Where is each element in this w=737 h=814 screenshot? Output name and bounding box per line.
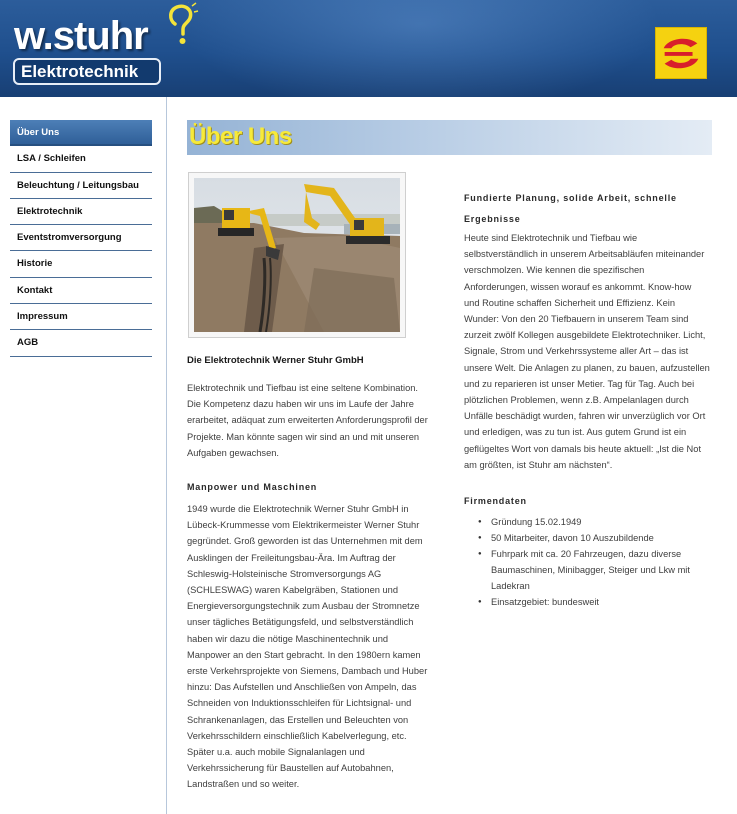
page-title-bar — [187, 120, 712, 155]
text-line: Schrankenanlagen, das Erstellen und Beleuchten von — [187, 714, 409, 725]
text-line: Anforderungen, wissen worauf es ankommt. Know-how — [464, 281, 692, 292]
sidebar-item-elektrotechnik[interactable]: Elektrotechnik — [10, 199, 152, 225]
text-line: ● 50 Mitarbeiter, davon 10 Auszubildende — [491, 533, 654, 544]
sidebar-item-eventstromversorgung[interactable]: Eventstromversorgung — [10, 225, 152, 251]
text-line: erarbeitet, adäquat zum erweiterten Anforderungsprofil der — [187, 415, 428, 426]
text-line: Verkehrssicherung für Baustellen auf Autobahnen, — [187, 763, 394, 774]
text-line: unser tägliches Betätigungsfeld, und selbstverständlich — [187, 617, 414, 628]
company-heading: Die Elektrotechnik Werner Stuhr GmbH — [187, 355, 364, 366]
text-line: Signale, Strom und Verkehrssysteme aller Art – das ist — [464, 346, 689, 357]
text-line: Aufgaben gewachsen. — [187, 447, 280, 458]
text-line: ● Gründung 15.02.1949 — [491, 517, 582, 528]
sidebar-nav — [10, 120, 152, 357]
header-glow — [160, 0, 680, 97]
excavator-construction-photo — [194, 178, 400, 332]
list-item — [478, 594, 726, 610]
sidebar-item-lsa-schleifen[interactable]: LSA / Schleifen — [10, 146, 152, 172]
text-line: Elektrotechnik und Tiefbau ist eine seltene Kombination. — [187, 383, 419, 393]
text-line: Verkehrsschildern einschließlich Kabelverlegung, etc. — [187, 730, 407, 741]
text-line: geflügeltes Wort von damals bis heute aktuell: „Ist die Not — [464, 443, 702, 454]
text-line: Schneiden von Induktionsschleifen für Lichtsignal- und — [187, 698, 412, 709]
sidebar-item-beleuchtung-leitungsbau[interactable]: Beleuchtung / Leitungsbau — [10, 173, 152, 199]
list-item — [478, 530, 726, 546]
text-line: erste Verkehrsprojekte von Siemens, Dambach und Huber — [187, 666, 428, 677]
text-line: Die Kompetenz dazu haben wir uns im Laufe der Jahre — [187, 399, 414, 410]
lightbulb-icon — [163, 2, 199, 50]
text-line: Später u.a. auch mobile Signalanlagen und — [187, 747, 365, 758]
text-line: Ladekran — [491, 581, 530, 592]
text-line: gegründet. Groß geworden ist das Unternehmen mit dem — [187, 536, 423, 547]
text-line: Wunder: Von den 20 Tiefbauern in unserem Team sind — [464, 314, 689, 325]
text-line: unsere Welt. Die Anlagen zu planen, zu bauen, aufzustellen — [464, 362, 710, 373]
text-line: verschmolzen. Wie kennen die spezifischen — [464, 265, 645, 276]
sidebar-item-kontakt[interactable]: Kontakt — [10, 278, 152, 304]
text-line: hinzu: Das Aufstellen und Anschließen von Ampeln, das — [187, 682, 417, 693]
page-title: Über Uns — [189, 123, 292, 150]
text-line: zurzeit zwölf Kollegen ausgebildete Elektrotechniker. Licht, — [464, 330, 706, 341]
text-line: Heute sind Elektrotechnik und Tiefbau wie — [464, 233, 638, 243]
text-line: und erledigen, was zu tun ist. Aus gutem Grund ist ein — [464, 427, 687, 438]
sidebar-item-impressum[interactable]: Impressum — [10, 304, 152, 330]
sidebar-item-historie[interactable]: Historie — [10, 251, 152, 277]
text-line: Energieversorgungstechnik zum Ausbau der Stromnetze — [187, 601, 420, 612]
logo-wordmark: w.stuhr — [14, 14, 148, 58]
planning-heading: Fundierte Planung, solide Arbeit, schnelle — [464, 193, 677, 203]
text-line: plötzlichen Problemen, wenn z.B. Ampelanlagen durch — [464, 395, 689, 406]
sidebar-item-agb[interactable]: AGB — [10, 330, 152, 356]
planning-paragraph — [464, 230, 726, 473]
text-line: haben wir dazu die nötige Maschinentechnik und — [187, 633, 389, 644]
text-line: Manpower an den Start gebracht. In den 1980ern kamen — [187, 649, 421, 660]
sidebar-item-ueber-uns[interactable]: Über Uns — [10, 120, 152, 146]
text-line: selbstverständlich in unserem Arbeitsabläufen miteinander — [464, 249, 705, 260]
text-line: Projekte. Man könnte sagen wir sind an und mit unseren — [187, 431, 420, 442]
text-line: Ausklingen der Freileitungsbau-Ära. Im Auftrag der — [187, 552, 396, 563]
list-item — [478, 514, 726, 530]
logo-subtitle: Elektrotechnik — [21, 62, 139, 81]
left-column — [187, 355, 447, 793]
text-line: und Routine schaffen Sicherheit und Effizienz. Kein — [464, 297, 676, 308]
intro-paragraph — [187, 380, 447, 461]
content-divider — [166, 97, 167, 814]
planning-subheading: Ergebnisse — [464, 214, 521, 224]
facts-heading: Firmendaten — [464, 496, 527, 507]
text-line: Unfälle beschädigt wurden, fahren wir unverzüglich vor Ort — [464, 411, 706, 422]
text-line: 1949 wurde die Elektrotechnik Werner Stuhr GmbH in — [187, 504, 409, 515]
text-line: (SCHLESWAG) waren Kabelgräben, Stationen und — [187, 585, 399, 596]
text-line: ● Einsatzgebiet: bundesweit — [491, 597, 600, 608]
manpower-paragraph — [187, 501, 447, 793]
text-line: und zu reparieren ist unser Metier. Tag für Tag. Auch bei — [464, 378, 695, 389]
text-line: Lübeck-Krummesse vom Elektrikermeister Werner Stuhr — [187, 520, 420, 531]
photo-frame — [188, 172, 406, 338]
site-header — [0, 0, 737, 97]
text-line: Baumaschinen, Minibagger, Steiger und Lkw mit — [491, 565, 690, 576]
list-item — [478, 546, 726, 594]
text-line: Landstraßen und so weiter. — [187, 779, 300, 790]
text-line: ● Fuhrpark mit ca. 20 Fahrzeugen, dazu diverse — [491, 549, 682, 560]
logo-subtitle-box — [13, 58, 161, 85]
facts-list — [478, 514, 726, 610]
right-column — [464, 193, 726, 610]
manpower-heading: Manpower und Maschinen — [187, 482, 318, 493]
e-mark-logo-icon — [655, 27, 707, 79]
text-line: am größten, ist Stuhr am nächsten“. — [464, 459, 613, 470]
text-line: Schleswig-Holsteinische Stromversorgungs AG — [187, 568, 382, 579]
